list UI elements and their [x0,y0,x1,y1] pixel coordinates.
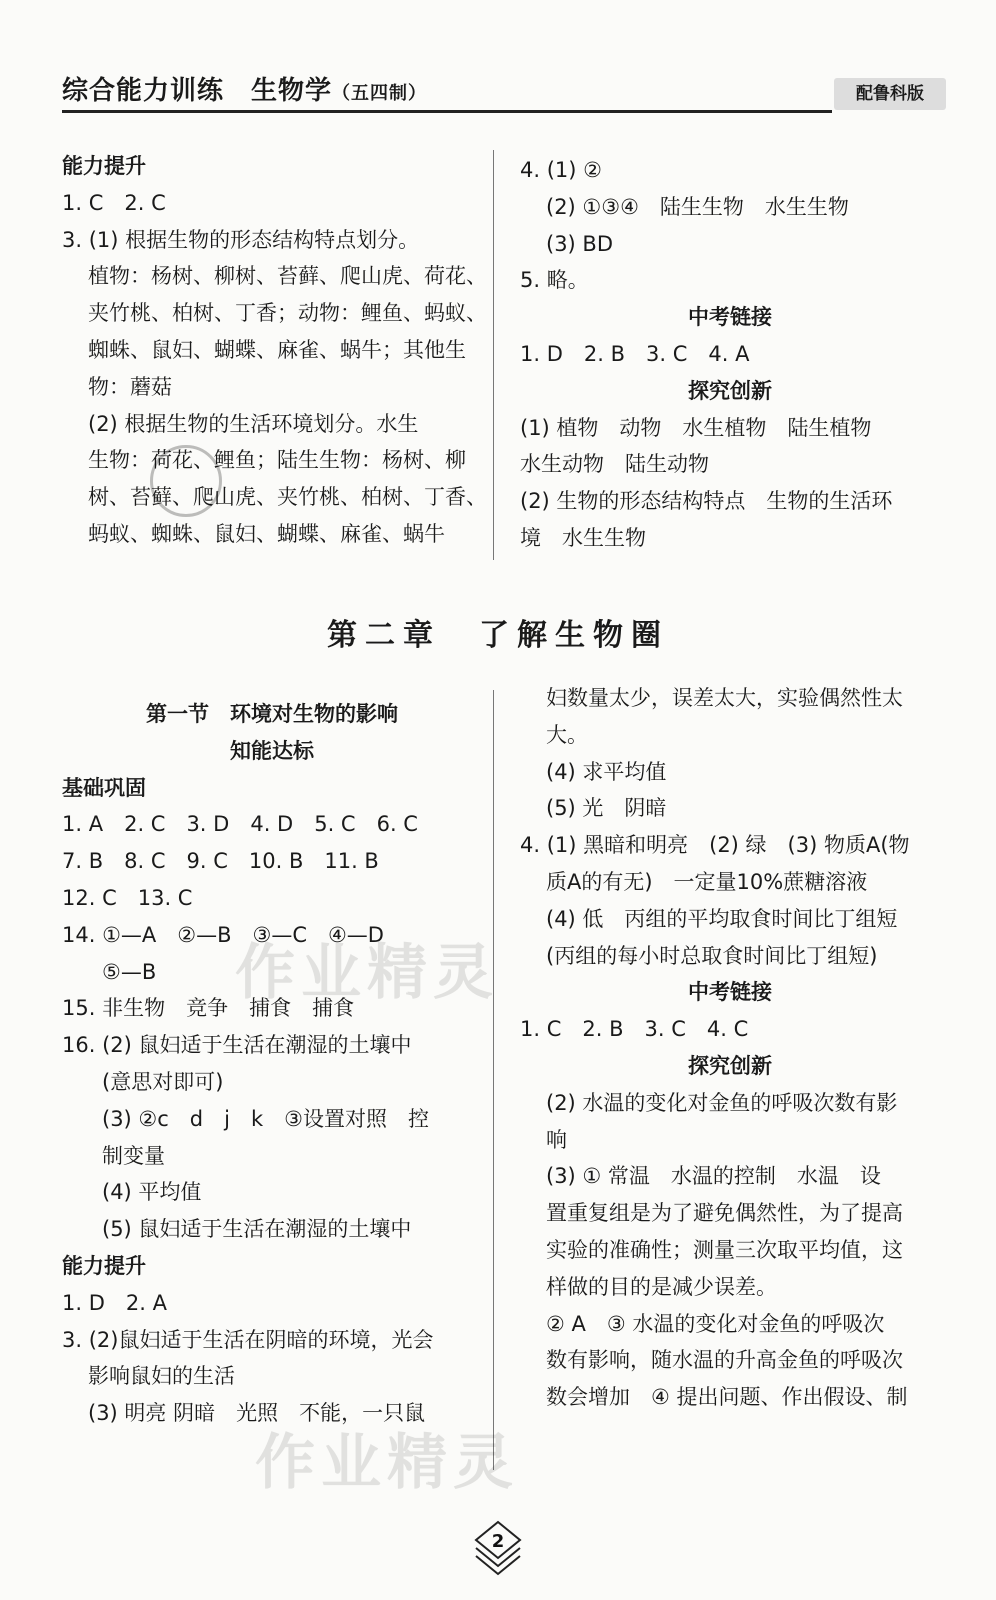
answer-line: (4) 平均值 [102,1180,202,1205]
answer-line: 植物：杨树、柳树、苔藓、爬山虎、荷花、 [88,264,487,289]
answer-line: (3) ②c d j k ③设置对照 控 [102,1106,429,1131]
answer-line: 7. B 8. C 9. C 10. B 11. B [62,849,379,874]
page-number: 2 [491,1531,505,1552]
answer-line: 1. A 2. C 3. D 4. D 5. C 6. C [62,812,418,837]
answer-line: 1. C 2. C [62,190,166,215]
answer-line: 3. (2)鼠妇适于生活在阴暗的环境，光会 [62,1327,434,1352]
top-right-column [520,152,940,557]
section-heading: 探究创新 [688,378,772,403]
answer-line: 响 [546,1127,567,1152]
section-heading: 能力提升 [62,1253,146,1278]
answer-line: 夹竹桃、柏树、丁香；动物：鲤鱼、蚂蚁、 [88,301,487,326]
answer-line: (1) 植物 动物 水生植物 陆生植物 [520,415,872,440]
answer-line: (5) 光 阴暗 [546,796,667,821]
bottom-right-column [520,680,940,1416]
answer-line: 实验的准确性；测量三次取平均值，这 [546,1237,903,1262]
top-left-column [62,148,487,553]
section-title: 第一节 环境对生物的影响 [146,702,398,726]
answer-line: 3. (1) 根据生物的形态结构特点划分。 [62,227,420,252]
book-subtitle: （五四制） [332,83,428,104]
answer-line: 1. D 2. B 3. C 4. A [520,341,750,366]
answer-line: 水生动物 陆生动物 [520,452,709,477]
answer-line: 1. D 2. A [62,1290,167,1315]
answer-line: 4. (1) 黑暗和明亮 (2) 绿 (3) 物质A(物 [520,833,910,858]
book-title-text: 综合能力训练 生物学 [62,76,333,106]
answer-line: 15. 非生物 竞争 捕食 捕食 [62,996,355,1021]
answer-line: (5) 鼠妇适于生活在潮湿的土壤中 [102,1217,412,1242]
answer-line: 影响鼠妇的生活 [88,1364,235,1389]
section-heading: 知能达标 [230,738,314,763]
bottom-left-column [62,696,482,1432]
section-heading: 中考链接 [688,305,772,330]
answer-line: (3) BD [546,231,613,256]
answer-line: (2) ①③④ 陆生生物 水生生物 [546,194,849,219]
section-heading: 探究创新 [688,1053,772,1078]
column-divider [493,690,494,1470]
answer-line: 4. (1) ② [520,158,602,182]
answer-line: ② A ③ 水温的变化对金鱼的呼吸次 [546,1311,885,1336]
watermark: 作业精灵 [255,1428,519,1498]
page-number-badge [470,1520,526,1576]
answer-line: 数有影响，随水温的升高金鱼的呼吸次 [546,1348,903,1373]
watermark: 作业精灵 [235,938,499,1008]
answer-line: 生物：荷花、鲤鱼；陆生生物：杨树、柳 [88,448,466,473]
answer-line: (丙组的每小时总取食时间比丁组短) [546,943,878,968]
answer-line: 蜘蛛、鼠妇、蝴蝶、麻雀、蜗牛；其他生 [88,337,466,362]
answer-line: (2) 水温的变化对金鱼的呼吸次数有影 [546,1090,898,1115]
answer-line: 蚂蚁、蜘蛛、鼠妇、蝴蝶、麻雀、蜗牛 [88,521,445,546]
section-heading: 基础巩固 [62,775,146,800]
answer-line: 5. 略。 [520,268,589,293]
edition-badge: 配鲁科版 [834,78,946,110]
column-divider [493,150,494,560]
answer-line: (4) 低 丙组的平均取食时间比丁组短 [546,906,898,931]
answer-line: 大。 [546,722,588,747]
answer-line: 14. ①—A ②—B ③—C ④—D [62,922,384,947]
answer-line: 置重复组是为了避免偶然性，为了提高 [546,1201,903,1226]
answer-line: 质A的有无) 一定量10%蔗糖溶液 [546,869,868,894]
answer-line: 12. C 13. C [62,885,193,910]
answer-line: ⑤—B [102,959,157,984]
answer-line: (4) 求平均值 [546,759,667,784]
answer-line: 样做的目的是减少误差。 [546,1274,777,1299]
answer-line: (3) ① 常温 水温的控制 水温 设 [546,1164,881,1189]
answer-line: 数会增加 ④ 提出问题、作出假设、制 [546,1385,908,1410]
answer-line: (2) 生物的形态结构特点 生物的生活环 [520,489,893,514]
answer-line: 树、苔藓、爬山虎、夹竹桃、柏树、丁香、 [88,485,487,510]
header-rule [62,110,832,113]
answer-line: 妇数量太少，误差太大，实验偶然性太 [546,686,903,710]
stamp-mark [150,445,222,517]
chapter-title: 第二章 了解生物圈 [327,618,669,653]
answer-line: 物：蘑菇 [88,374,172,399]
answer-line: 制变量 [102,1143,165,1168]
answer-line: (2) 根据生物的生活环境划分。水生 [88,411,419,436]
section-heading: 中考链接 [688,980,772,1005]
answer-line: (3) 明亮 阴暗 光照 不能，一只鼠 [88,1401,426,1426]
answer-line: 1. C 2. B 3. C 4. C [520,1017,749,1042]
answer-line: (意思对即可) [102,1069,224,1094]
page-header [62,70,946,110]
answer-line: 能力提升 [62,154,146,178]
answer-line: 16. (2) 鼠妇适于生活在潮湿的土壤中 [62,1033,412,1058]
book-title [62,70,427,107]
answer-line: 境 水生生物 [520,525,646,550]
